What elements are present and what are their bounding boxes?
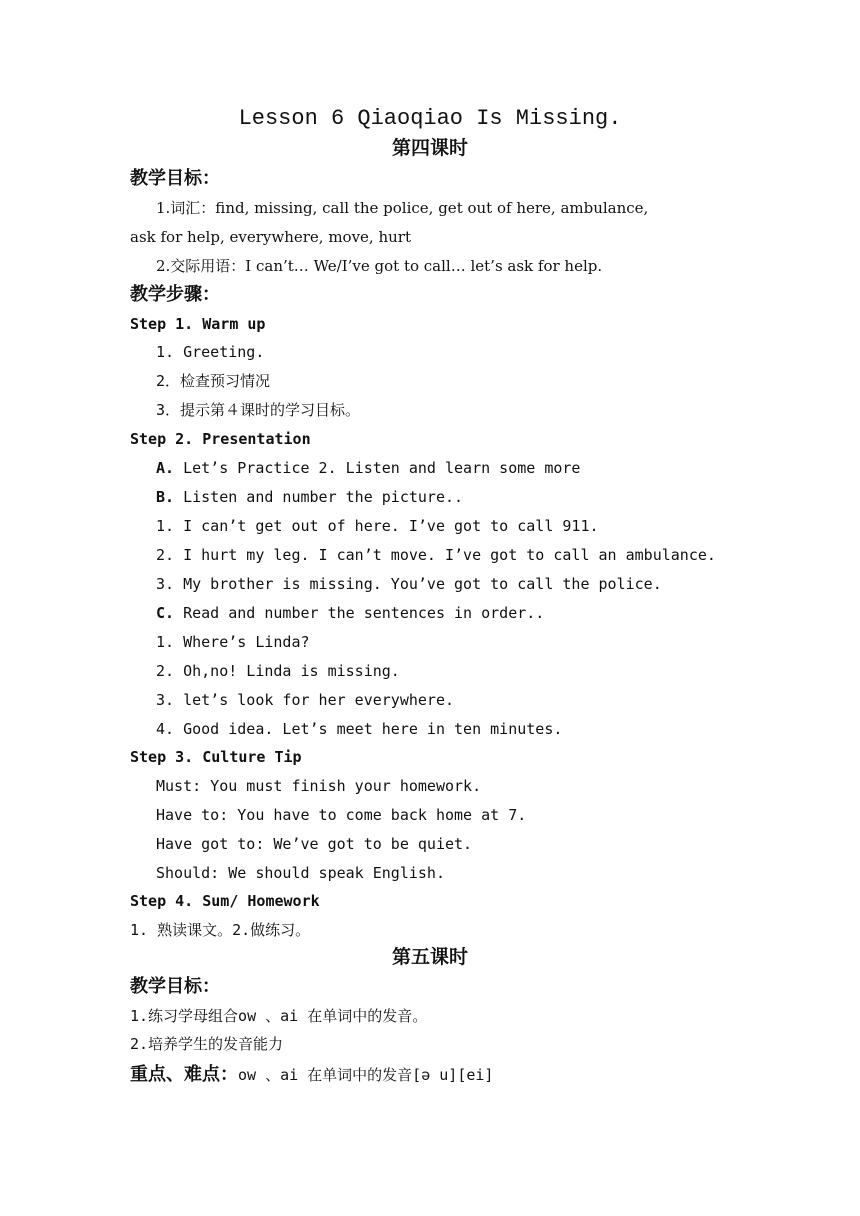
step1-item: 3．提示第４课时的学习目标。 bbox=[156, 401, 361, 419]
step2-part-b bbox=[156, 490, 463, 505]
lesson5-objective: 2.培养学生的发音能力 bbox=[130, 1035, 284, 1053]
step2-c-item: 1. Where’s Linda? bbox=[156, 633, 310, 651]
step3-item: Have got to: We’ve got to be quiet. bbox=[156, 835, 473, 853]
step2-part-a bbox=[156, 461, 580, 476]
step1-title: Step 1. Warm up bbox=[130, 315, 266, 333]
step4-item: 1. 熟读课文。2.做练习。 bbox=[130, 921, 311, 939]
step2-c-item: 2. Oh,no! Linda is missing. bbox=[156, 662, 400, 680]
step3-item: Must: You must finish your homework. bbox=[156, 777, 482, 795]
step2-b-text: Listen and number the picture.. bbox=[183, 488, 464, 506]
lesson4-heading: 第四课时 bbox=[391, 137, 468, 159]
lesson5-objectives-heading: 教学目标： bbox=[130, 976, 220, 997]
step2-part-c bbox=[156, 606, 544, 621]
step4-title: Step 4. Sum/ Homework bbox=[130, 892, 320, 910]
objective-line: ask for help, everywhere, move, hurt bbox=[130, 228, 411, 246]
lesson4-objectives-heading: 教学目标： bbox=[130, 168, 220, 189]
objective-line: 2.交际用语：I can’t… We/I’ve got to call… let’s ask for help. bbox=[156, 257, 603, 275]
lesson5-heading: 第五课时 bbox=[391, 946, 468, 968]
lesson5-objective: 1.练习学母组合ow 、ai 在单词中的发音。 bbox=[130, 1007, 428, 1025]
step1-item: 2．检查预习情况 bbox=[156, 372, 271, 390]
key-points-label: 重点、难点： bbox=[130, 1064, 238, 1085]
step2-c-item: 4. Good idea. Let’s meet here in ten minutes. bbox=[156, 720, 563, 738]
lesson-title: Lesson 6 Qiaoqiao Is Missing. bbox=[238, 106, 622, 131]
step2-c-item: 3. let’s look for her everywhere. bbox=[156, 691, 455, 709]
step2-a-text: Let’s Practice 2. Listen and learn some more bbox=[183, 459, 581, 477]
step2-c-text: Read and number the sentences in order.. bbox=[183, 604, 545, 622]
step2-b-item: 2. I hurt my leg. I can’t move. I’ve got to call an ambulance. bbox=[156, 546, 716, 564]
step3-item: Have to: You have to come back home at 7. bbox=[156, 806, 527, 824]
objective-line: 1.词汇：find, missing, call the police, get out of here, ambulance, bbox=[156, 199, 649, 217]
step2-b-item: 3. My brother is missing. You’ve got to call the police. bbox=[156, 575, 662, 593]
step1-item: 1. Greeting. bbox=[156, 343, 265, 361]
step3-item: Should: We should speak English. bbox=[156, 864, 445, 882]
key-points-text: ow 、ai 在单词中的发音[ə u][ei] bbox=[238, 1066, 494, 1084]
step3-title: Step 3. Culture Tip bbox=[130, 748, 302, 766]
step2-c-marker: C. bbox=[156, 604, 175, 622]
lesson4-steps-heading: 教学步骤： bbox=[130, 284, 220, 305]
step2-title: Step 2. Presentation bbox=[130, 430, 311, 448]
key-points-line bbox=[130, 1066, 493, 1084]
step2-b-item: 1. I can’t get out of here. I’ve got to call 911. bbox=[156, 517, 599, 535]
step2-b-marker: B. bbox=[156, 488, 175, 506]
step2-a-marker: A. bbox=[156, 459, 175, 477]
